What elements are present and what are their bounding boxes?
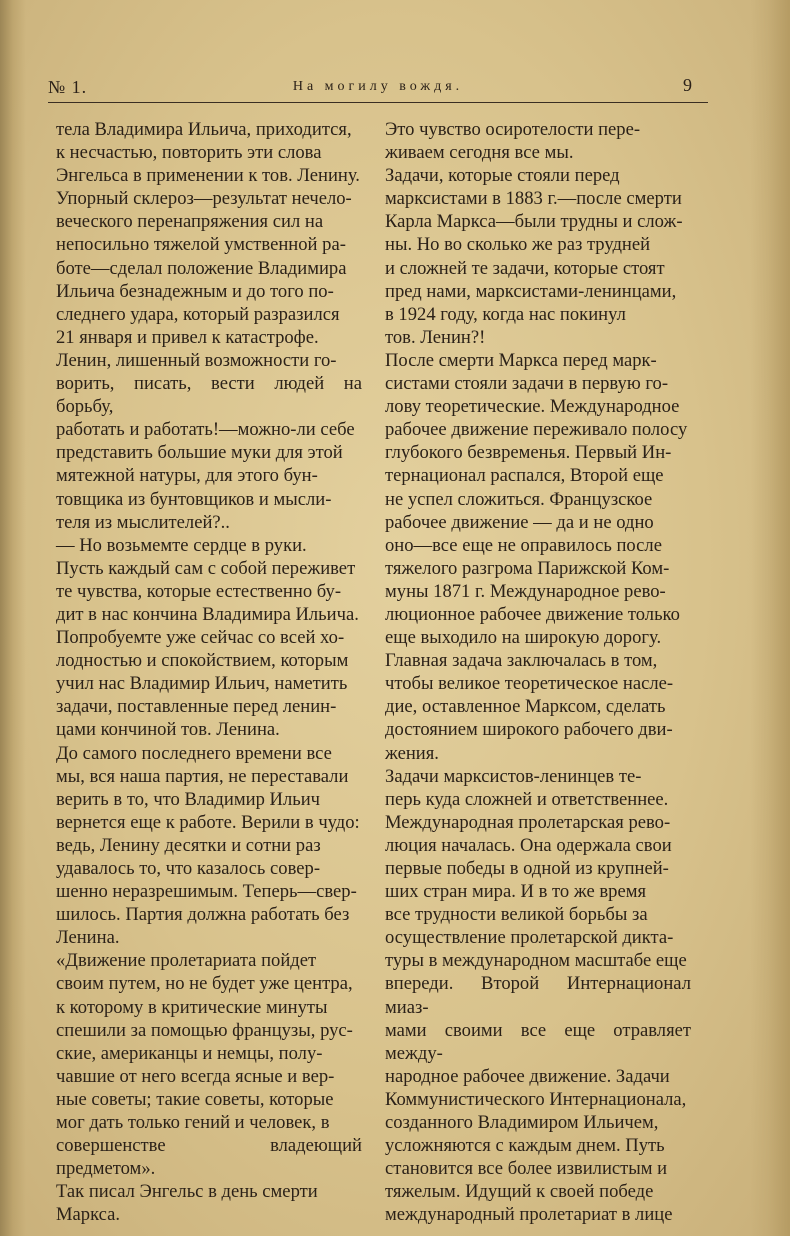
paragraph: До самого последнего времени все мы, вся наша партия, не переставали верить в то, что Владимир Ильич вернется еще к работе. Верили в чудо: ведь, Ленину десятки и сотни раз удавалось то, что казалось совер- шенно неразрешимым. Теперь—свер- шилось. Партия должна работать без Ленина. <box>56 742 360 949</box>
paragraph: После смерти Маркса перед марк- систами стояли задачи в первую го- лову теоретические. Международное рабочее движение переживало полосу глубокого безвременья. Первый Ин- тернационал распался, Второй еще не успел сложиться. Французское рабочее движение — да и не одно оно—все еще не оправилось после тяжелого разгрома Парижской Ком- муны 1871 г. Международное рево- люционное рабочее движение только еще выходило на широкую дорогу. Главная задача заключалась в том, чтобы великое теоретическое насле- дие, оставленное Марксом, сделать достоянием широкого рабочего дви- жения. <box>385 349 688 764</box>
paragraph: Задачи, которые стояли перед марксистами в 1883 г.—после смерти Карла Маркса—были трудны и слож- ны. Но во сколько же раз трудней и сложней те задачи, которые стоят пред нами, марксистами-ленинцами, в 1924 году, когда нас покинул тов. Ленин?! <box>385 165 683 348</box>
running-title: На могилу вождя. <box>292 79 464 94</box>
issue-number: № 1. <box>48 77 88 97</box>
running-header <box>48 74 708 103</box>
paragraph: Задачи марксистов-ленинцев те- перь куда сложней и ответственнее. Международная пролетарская рево- люция началась. Она одержала свои первые победы в одной из крупней- ших стран мира. И в то же время все трудности великой борьбы за осуществление пролетарской дикта- туры в международном масштабе еще впереди. Второй Интернационал миаз- мами своими все еще отравляет между- народное рабочее движение. Задачи Коммунистического Интернационала, созданного Владимиром Ильичем, усложняются с каждым днем. Путь становится все более извилистым и тяжелым. Идущий к своей победе международный пролетариат в лице <box>385 765 691 1226</box>
left-text-column <box>56 118 362 1227</box>
paragraph: тела Владимира Ильича, приходится, к несчастью, повторить эти слова Энгельса в применении к тов. Ленину. Упорный склероз—результат нечело- веческого перенапряжения сил на непосильно тяжелой умственной ра- боте—сделал положение Владимира Ильича безнадежным и до того по- следнего удара, который разразился 21 января и привел к катастрофе. Ленин, лишенный возможности го- ворить, писать, вести людей на борьбу, работать и работать!—можно-ли себе представить большие муки для этой мятежной натуры, для этого бун- товщика из бунтовщиков и мысли- теля из мыслителей?.. <box>56 119 362 533</box>
right-text-column <box>385 118 691 1227</box>
paragraph: Это чувство осиротелости пере- живаем сегодня все мы. <box>385 119 641 164</box>
page-edge-shadow-left <box>0 0 26 1236</box>
paragraph: «Движение пролетариата пойдет своим путем, но не будет уже центра, к которому в критические минуты спешили за помощью французы, рус- ские, американцы и немцы, полу- чавшие от него всегда ясные и вер- ные советы; такие советы, которые мог дать только гений и человек, в совершенстве владеющий предметом». Так писал Энгельс в день смерти Маркса. <box>56 950 362 1226</box>
paragraph: — Но возьмемте сердце в руки. Пусть каждый сам с собой переживет те чувства, которые естественно бу- дит в нас кончина Владимира Ильича. Попробуемте уже сейчас со всей хо- лодностью и спокойствием, которым учил нас Владимир Ильич, наметить задачи, поставленные перед ленин- цами кончиной тов. Ленина. <box>56 534 359 741</box>
page-edge-shadow-right <box>750 0 790 1236</box>
page-number: 9 <box>683 75 692 95</box>
